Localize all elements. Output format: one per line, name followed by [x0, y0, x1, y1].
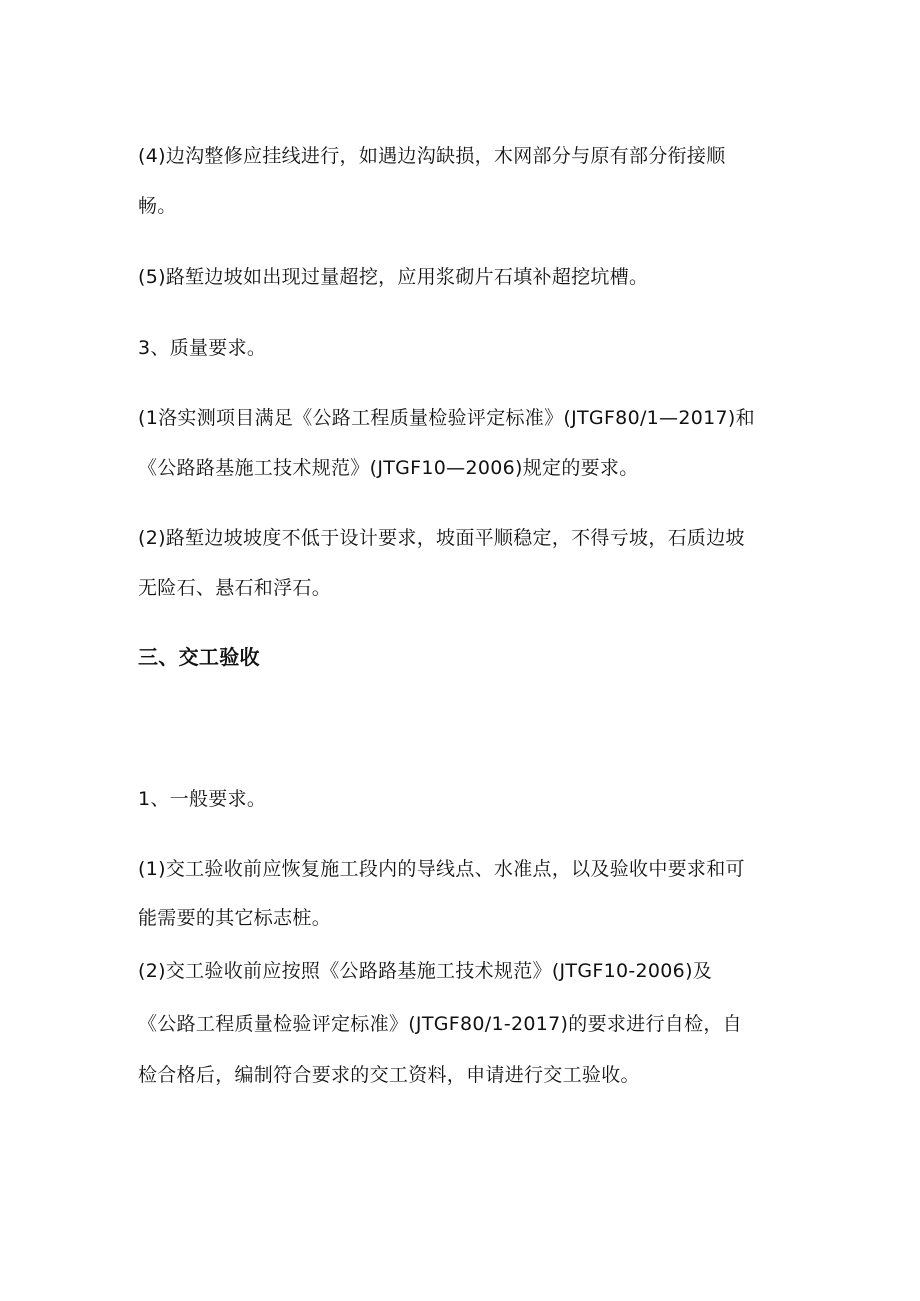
paragraph-line: (1)交工验收前应恢复施工段内的导线点、水准点，以及验收中要求和可 — [138, 858, 745, 880]
paragraph-line: (5)路堑边坡如出现过量超挖，应用浆砌片石填补超挖坑槽。 — [138, 266, 649, 288]
section-heading: 三、交工验收 — [138, 645, 260, 669]
paragraph-line: (4)边沟整修应挂线进行，如遇边沟缺损，木网部分与原有部分衔接顺 — [138, 145, 726, 167]
paragraph-line: 无险石、悬石和浮石。 — [138, 577, 332, 599]
paragraph-line: (2)路堑边坡坡度不低于设计要求，坡面平顺稳定，不得亏坡，石质边坡 — [138, 527, 745, 549]
paragraph-line: 《公路路基施工技术规范》(JTGF10—2006)规定的要求。 — [138, 457, 639, 479]
paragraph-line: 能需要的其它标志桩。 — [138, 907, 332, 929]
paragraph-line: (1洛实测项目满足《公路工程质量检验评定标准》(JTGF80/1—2017)和 — [138, 407, 755, 429]
section-subheading: 3、质量要求。 — [138, 337, 267, 359]
paragraph-line: 畅。 — [138, 195, 177, 217]
section-subheading: 1、一般要求。 — [138, 788, 267, 810]
paragraph-line: 检合格后，编制符合要求的交工资料，申请进行交工验收。 — [138, 1064, 640, 1086]
paragraph-line: (2)交工验收前应按照《公路路基施工技术规范》(JTGF10-2006)及 — [138, 960, 713, 982]
paragraph-line: 《公路工程质量检验评定标准》(JTGF80/1-2017)的要求进行自检，自 — [138, 1013, 742, 1035]
